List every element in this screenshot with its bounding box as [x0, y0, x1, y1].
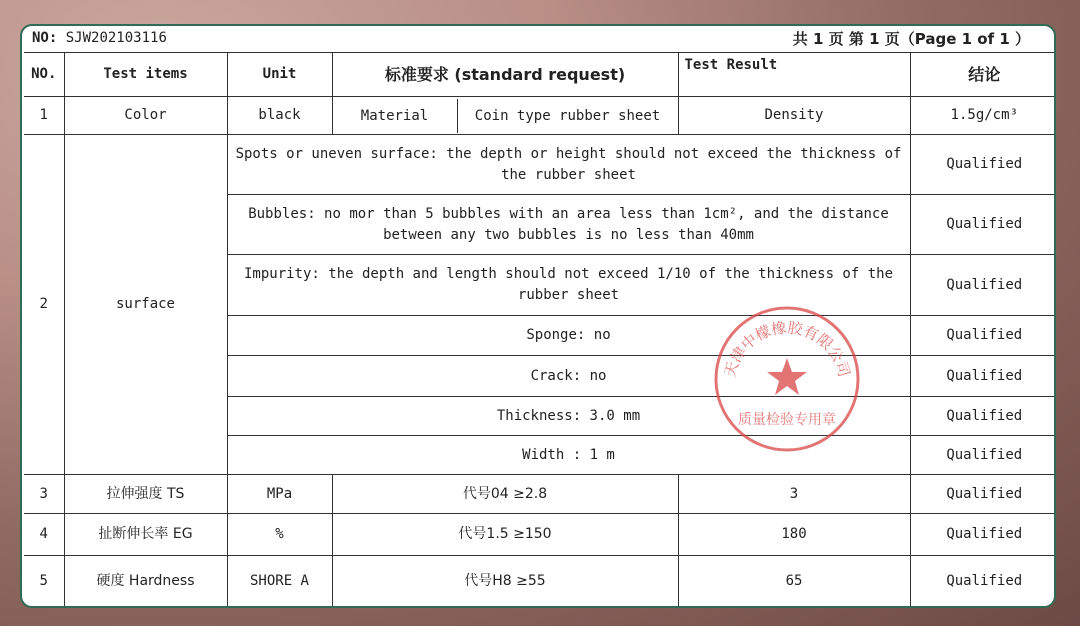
- row-number: 5: [24, 556, 64, 608]
- table-row: [24, 556, 1056, 608]
- stamp-top-text: 天津中檬橡胶有限公司: [720, 318, 854, 380]
- conclusion-value: Qualified: [910, 397, 1056, 436]
- col-test-items: Test items: [64, 53, 227, 97]
- density-label: Density: [678, 97, 910, 135]
- conclusion-value: Qualified: [910, 436, 1056, 475]
- conclusion-value: Qualified: [910, 195, 1056, 255]
- page-info: 共 1 页 第 1 页（Page 1 of 1 ）: [792, 30, 1030, 48]
- standard-value: 代号1.5 ≥150: [332, 514, 678, 556]
- test-item: 硬度 Hardness: [64, 556, 227, 608]
- table-row: [24, 514, 1056, 556]
- row-number: 4: [24, 514, 64, 556]
- col-standard: 标准要求 (standard request): [332, 53, 678, 97]
- conclusion-value: Qualified: [910, 135, 1056, 195]
- unit-value: black: [227, 97, 332, 135]
- stamp-bottom-text: 质量检验专用章: [738, 412, 836, 428]
- conclusion-value: Qualified: [910, 316, 1056, 356]
- requirement-text: Thickness: 3.0 mm: [227, 397, 910, 436]
- report-number-label: NO:: [32, 30, 58, 46]
- material-cell: [332, 97, 678, 135]
- unit-value: %: [227, 514, 332, 556]
- conclusion-value: Qualified: [910, 475, 1056, 514]
- row-number: 2: [24, 135, 64, 475]
- density-value: 1.5g/cm³: [910, 97, 1056, 135]
- col-test-result: Test Result: [678, 53, 910, 97]
- standard-value: 代号04 ≥2.8: [332, 475, 678, 514]
- conclusion-value: Qualified: [910, 556, 1056, 608]
- requirement-text: Spots or uneven surface: the depth or height should not exceed the thickness of the rubber sheet: [227, 135, 910, 195]
- row-number: 3: [24, 475, 64, 514]
- conclusion-value: Qualified: [910, 514, 1056, 556]
- table-row: [24, 97, 1056, 135]
- conclusion-value: Qualified: [910, 356, 1056, 397]
- test-item: 扯断伸长率 EG: [64, 514, 227, 556]
- test-item: Color: [64, 97, 227, 135]
- requirement-text: Width : 1 m: [227, 436, 910, 475]
- table-row: [24, 135, 1056, 195]
- result-value: 3: [678, 475, 910, 514]
- row-number: 1: [24, 97, 64, 135]
- unit-value: SHORE A: [227, 556, 332, 608]
- requirement-text: Sponge: no: [227, 316, 910, 356]
- result-value: 180: [678, 514, 910, 556]
- material-label: Material: [333, 99, 458, 133]
- conclusion-value: Qualified: [910, 255, 1056, 316]
- col-unit: Unit: [227, 53, 332, 97]
- table-header-row: [24, 53, 1056, 97]
- test-item: surface: [64, 135, 227, 475]
- test-report-card: [20, 24, 1056, 608]
- report-number: [32, 30, 167, 46]
- report-number-value: SJW202103116: [65, 30, 167, 46]
- result-value: 65: [678, 556, 910, 608]
- col-no: NO.: [24, 53, 64, 97]
- requirement-text: Bubbles: no mor than 5 bubbles with an area less than 1cm², and the distance between any two bubbles is no less than 40mm: [227, 195, 910, 255]
- standard-value: 代号H8 ≥55: [332, 556, 678, 608]
- table-row: [24, 475, 1056, 514]
- requirement-text: Impurity: the depth and length should not exceed 1/10 of the thickness of the rubber sheet: [227, 255, 910, 316]
- material-value: Coin type rubber sheet: [474, 107, 661, 124]
- col-conclusion: 结论: [910, 53, 1056, 97]
- unit-value: MPa: [227, 475, 332, 514]
- test-item: 拉伸强度 TS: [64, 475, 227, 514]
- test-results-table: [24, 52, 1056, 608]
- requirement-text: Crack: no: [227, 356, 910, 397]
